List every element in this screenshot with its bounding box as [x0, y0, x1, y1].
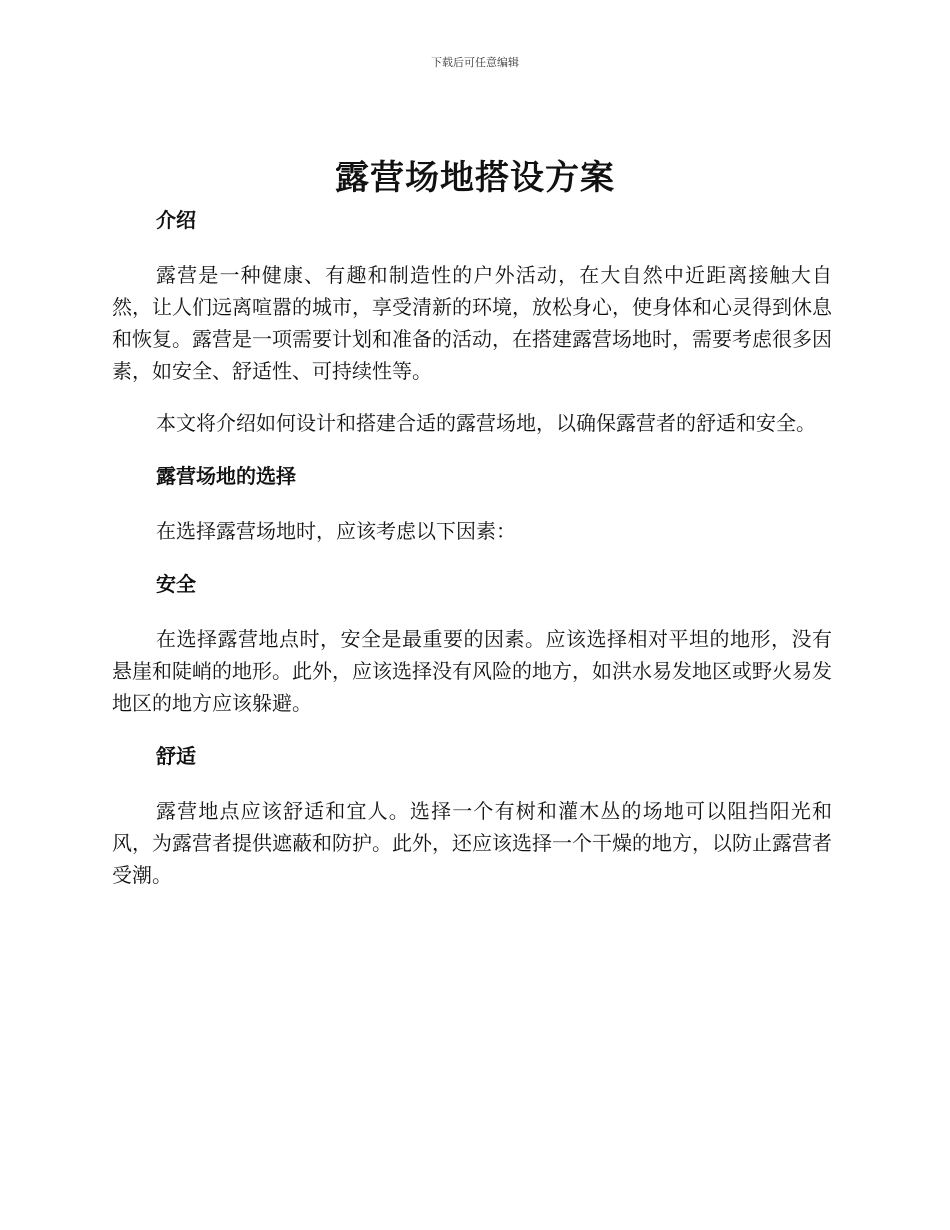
intro-paragraph-1: 露营是一种健康、有趣和制造性的户外活动，在大自然中近距离接触大自然，让人们远离喧嚣的城市，享受清新的环境，放松身心，使身体和心灵得到休息和恢复。露营是一项需要计划和准备的活动，在搭建露营场地时，需要考虑很多因素，如安全、舒适性、可持续性等。: [112, 263, 832, 383]
section-heading-intro: 介绍: [156, 208, 196, 232]
header-note: 下载后可任意编辑: [431, 56, 519, 69]
comfort-paragraph: 露营地点应该舒适和宜人。选择一个有树和灌木丛的场地可以阻挡阳光和风，为露营者提供遮蔽和防护。此外，还应该选择一个干燥的地方，以防止露营者受潮。: [112, 799, 832, 887]
site-choice-paragraph: 在选择露营场地时，应该考虑以下因素：: [156, 519, 516, 543]
document-body: [112, 203, 832, 891]
document-title: 露营场地搭设方案: [335, 158, 615, 198]
section-heading-safety: 安全: [156, 572, 196, 596]
section-heading-comfort: 舒适: [156, 744, 196, 768]
intro-paragraph-2: 本文将介绍如何设计和搭建合适的露营场地，以确保露营者的舒适和安全。: [156, 411, 816, 435]
section-heading-site-choice: 露营场地的选择: [156, 464, 296, 488]
safety-paragraph: 在选择露营地点时，安全是最重要的因素。应该选择相对平坦的地形，没有悬崖和陡峭的地形。此外，应该选择没有风险的地方，如洪水易发地区或野火易发地区的地方应该躲避。: [112, 627, 832, 715]
